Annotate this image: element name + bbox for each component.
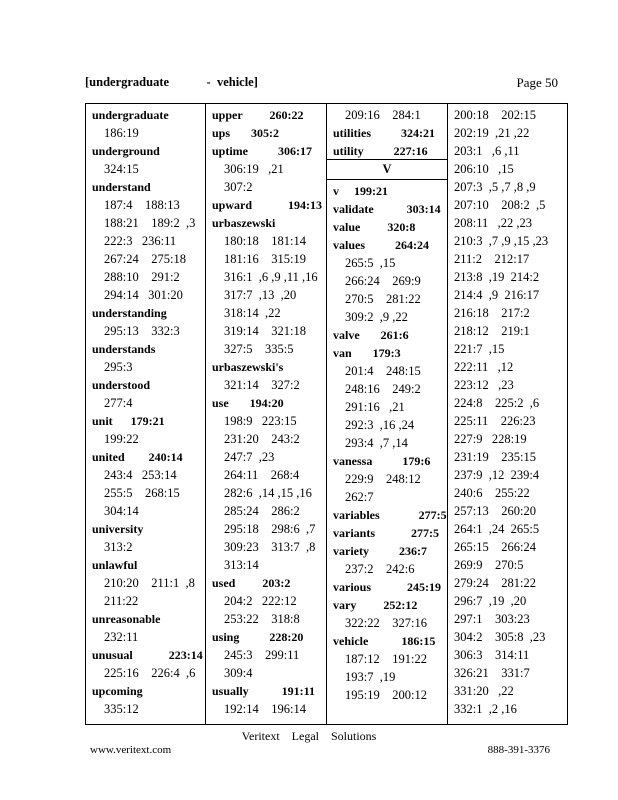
page-line-reference: 331:20 ,22 xyxy=(454,684,514,698)
index-term: upper 260:22 xyxy=(212,108,304,122)
page-line-reference: 309:4 xyxy=(224,666,253,680)
page-line-reference: 304:2 305:8 ,23 xyxy=(454,630,546,644)
page-line-reference: 313:14 xyxy=(224,558,259,572)
index-term: unreasonable xyxy=(92,612,161,626)
page-line-reference: 295:13 332:3 xyxy=(104,324,180,338)
index-term: urbaszewski xyxy=(212,216,276,230)
page-line-reference: 202:19 ,21 ,22 xyxy=(454,126,530,140)
index-term: understand xyxy=(92,180,151,194)
page-line-reference: 195:19 200:12 xyxy=(345,688,427,702)
page-line-reference: 295:3 xyxy=(104,360,133,374)
page-line-reference: 322:22 327:16 xyxy=(345,616,427,630)
page-line-reference: 309:2 ,9 ,22 xyxy=(345,310,408,324)
page-line-reference: 231:19 235:15 xyxy=(454,450,536,464)
footer-company: Veritext Legal Solutions xyxy=(241,729,377,743)
page-line-reference: 231:20 243:2 xyxy=(224,432,300,446)
index-column-1 xyxy=(86,104,206,724)
index-term: unusual 223:14 xyxy=(92,648,203,662)
page-line-reference: 282:6 ,14 ,15 ,16 xyxy=(224,486,312,500)
index-term: various 245:19 xyxy=(333,580,441,594)
page-line-reference: 216:18 217:2 xyxy=(454,306,530,320)
index-term: used 203:2 xyxy=(212,576,291,590)
page-line-reference: 313:2 xyxy=(104,540,133,554)
page-line-reference: 229:9 248:12 xyxy=(345,472,421,486)
page-line-reference: 288:10 291:2 xyxy=(104,270,180,284)
page-line-reference: 294:14 301:20 xyxy=(104,288,183,302)
index-term: upcoming xyxy=(92,684,143,698)
word-index-table xyxy=(85,103,568,725)
page-line-reference: 209:16 284:1 xyxy=(345,108,421,122)
page-line-reference: 319:14 321:18 xyxy=(224,324,306,338)
page-line-reference: 222:11 ,12 xyxy=(454,360,514,374)
page-line-reference: 317:7 ,13 ,20 xyxy=(224,288,297,302)
page-line-reference: 296:7 ,19 ,20 xyxy=(454,594,527,608)
index-term: use 194:20 xyxy=(212,396,284,410)
page-line-reference: 321:14 327:2 xyxy=(224,378,300,392)
index-term: vehicle 186:15 xyxy=(333,634,436,648)
index-term: ups 305:2 xyxy=(212,126,280,140)
page-line-reference: 187:12 191:22 xyxy=(345,652,427,666)
index-term: unit 179:21 xyxy=(92,414,165,428)
index-term: understands xyxy=(92,342,156,356)
page-line-reference: 208:11 ,22 ,23 xyxy=(454,216,533,230)
page-line-reference: 257:13 260:20 xyxy=(454,504,536,518)
page-line-reference: 292:3 ,16 ,24 xyxy=(345,418,415,432)
index-term: uptime 306:17 xyxy=(212,144,312,158)
letter-divider-top xyxy=(327,159,447,160)
index-term: using 228:20 xyxy=(212,630,304,644)
page-line-reference: 327:5 335:5 xyxy=(224,342,294,356)
page-line-reference: 223:12 ,23 xyxy=(454,378,514,392)
index-term: valve 261:6 xyxy=(333,328,409,342)
index-term: value 320:8 xyxy=(333,220,416,234)
page-line-reference: 265:15 266:24 xyxy=(454,540,536,554)
page-line-reference: 307:2 xyxy=(224,180,253,194)
page-line-reference: 206:10 ,15 xyxy=(454,162,514,176)
index-term: variety 236:7 xyxy=(333,544,427,558)
page-line-reference: 210:3 ,7 ,9 ,15 ,23 xyxy=(454,234,549,248)
page-line-reference: 264:1 ,24 265:5 xyxy=(454,522,540,536)
page-line-reference: 285:24 286:2 xyxy=(224,504,300,518)
page-line-reference: 225:16 226:4 ,6 xyxy=(104,666,196,680)
page-line-reference: 218:12 219:1 xyxy=(454,324,530,338)
index-term: undergraduate xyxy=(92,108,169,122)
page-line-reference: 316:1 ,6 ,9 ,11 ,16 xyxy=(224,270,318,284)
index-term: van 179:3 xyxy=(333,346,401,360)
page-line-reference: 240:6 255:22 xyxy=(454,486,530,500)
index-term: understood xyxy=(92,378,151,392)
page-line-reference: 227:9 228:19 xyxy=(454,432,527,446)
index-term: utilities 324:21 xyxy=(333,126,435,140)
index-column-4 xyxy=(448,104,569,724)
page-line-reference: 211:2 212:17 xyxy=(454,252,530,266)
page-line-reference: 188:21 189:2 ,3 xyxy=(104,216,196,230)
page-line-reference: 214:4 ,9 216:17 xyxy=(454,288,540,302)
page-line-reference: 295:18 298:6 ,7 xyxy=(224,522,316,536)
index-term: usually 191:11 xyxy=(212,684,316,698)
page-line-reference: 207:3 ,5 ,7 ,8 ,9 xyxy=(454,180,536,194)
page-line-reference: 266:24 269:9 xyxy=(345,274,421,288)
footer-website: www.veritext.com xyxy=(90,744,172,756)
page-line-reference: 224:8 225:2 ,6 xyxy=(454,396,540,410)
footer-phone: 888-391-3376 xyxy=(487,744,550,756)
index-term: utility 227:16 xyxy=(333,144,428,158)
page-line-reference: 210:20 211:1 ,8 xyxy=(104,576,195,590)
index-term: upward 194:13 xyxy=(212,198,323,212)
index-range-heading: [undergraduate - vehicle] xyxy=(85,75,258,89)
page-line-reference: 332:1 ,2 ,16 xyxy=(454,702,517,716)
page-line-reference: 222:3 236:11 xyxy=(104,234,177,248)
page-line-reference: 248:16 249:2 xyxy=(345,382,421,396)
letter-divider-bottom xyxy=(327,179,447,180)
page-line-reference: 247:7 ,23 xyxy=(224,450,275,464)
page-line-reference: 243:4 253:14 xyxy=(104,468,177,482)
page-line-reference: 267:24 275:18 xyxy=(104,252,186,266)
page-line-reference: 277:4 xyxy=(104,396,133,410)
page-line-reference: 269:9 270:5 xyxy=(454,558,524,572)
page-line-reference: 265:5 ,15 xyxy=(345,256,396,270)
page-line-reference: 335:12 xyxy=(104,702,139,716)
page-line-reference: 193:7 ,19 xyxy=(345,670,396,684)
page-line-reference: 270:5 281:22 xyxy=(345,292,421,306)
section-letter: V xyxy=(382,162,392,176)
page-line-reference: 318:14 ,22 xyxy=(224,306,281,320)
index-term: validate 303:14 xyxy=(333,202,441,216)
index-column-3 xyxy=(327,104,448,724)
page-line-reference: 253:22 318:8 xyxy=(224,612,300,626)
index-term: vanessa 179:6 xyxy=(333,454,431,468)
page-line-reference: 192:14 196:14 xyxy=(224,702,306,716)
page-line-reference: 221:7 ,15 xyxy=(454,342,505,356)
page-line-reference: 326:21 331:7 xyxy=(454,666,530,680)
index-term: urbaszewski's xyxy=(212,360,284,374)
index-term: variables 277:5 xyxy=(333,508,447,522)
index-column-2 xyxy=(206,104,327,724)
page-line-reference: 181:16 315:19 xyxy=(224,252,306,266)
page-line-reference: 186:19 xyxy=(104,126,139,140)
page-line-reference: 204:2 222:12 xyxy=(224,594,297,608)
page-line-reference: 199:22 xyxy=(104,432,139,446)
page-number: Page 50 xyxy=(516,75,558,90)
page-line-reference: 207:10 208:2 ,5 xyxy=(454,198,546,212)
index-term: unlawful xyxy=(92,558,138,572)
index-term: v 199:21 xyxy=(333,184,388,198)
index-term: university xyxy=(92,522,144,536)
index-term: underground xyxy=(92,144,160,158)
page-line-reference: 306:19 ,21 xyxy=(224,162,284,176)
page-line-reference: 180:18 181:14 xyxy=(224,234,306,248)
page-line-reference: 237:9 ,12 239:4 xyxy=(454,468,540,482)
index-term: vary 252:12 xyxy=(333,598,418,612)
page-line-reference: 232:11 xyxy=(104,630,139,644)
index-term: united 240:14 xyxy=(92,450,183,464)
page-line-reference: 293:4 ,7 ,14 xyxy=(345,436,408,450)
page-line-reference: 262:7 xyxy=(345,490,374,504)
page-line-reference: 324:15 xyxy=(104,162,139,176)
page-line-reference: 203:1 ,6 ,11 xyxy=(454,144,520,158)
page-line-reference: 201:4 248:15 xyxy=(345,364,421,378)
page-line-reference: 306:3 314:11 xyxy=(454,648,530,662)
index-term: values 264:24 xyxy=(333,238,429,252)
page-line-reference: 225:11 226:23 xyxy=(454,414,536,428)
index-term: variants 277:5 xyxy=(333,526,439,540)
page-line-reference: 213:8 ,19 214:2 xyxy=(454,270,540,284)
page-line-reference: 198:9 223:15 xyxy=(224,414,297,428)
page-line-reference: 297:1 303:23 xyxy=(454,612,530,626)
page-line-reference: 211:22 xyxy=(104,594,139,608)
page-line-reference: 304:14 xyxy=(104,504,139,518)
page-line-reference: 200:18 202:15 xyxy=(454,108,536,122)
page-line-reference: 264:11 268:4 xyxy=(224,468,300,482)
index-term: understanding xyxy=(92,306,167,320)
page-line-reference: 291:16 ,21 xyxy=(345,400,405,414)
page-line-reference: 237:2 242:6 xyxy=(345,562,415,576)
page-line-reference: 245:3 299:11 xyxy=(224,648,300,662)
page-line-reference: 255:5 268:15 xyxy=(104,486,180,500)
page-line-reference: 187:4 188:13 xyxy=(104,198,180,212)
page-line-reference: 279:24 281:22 xyxy=(454,576,536,590)
page-line-reference: 309:23 313:7 ,8 xyxy=(224,540,316,554)
